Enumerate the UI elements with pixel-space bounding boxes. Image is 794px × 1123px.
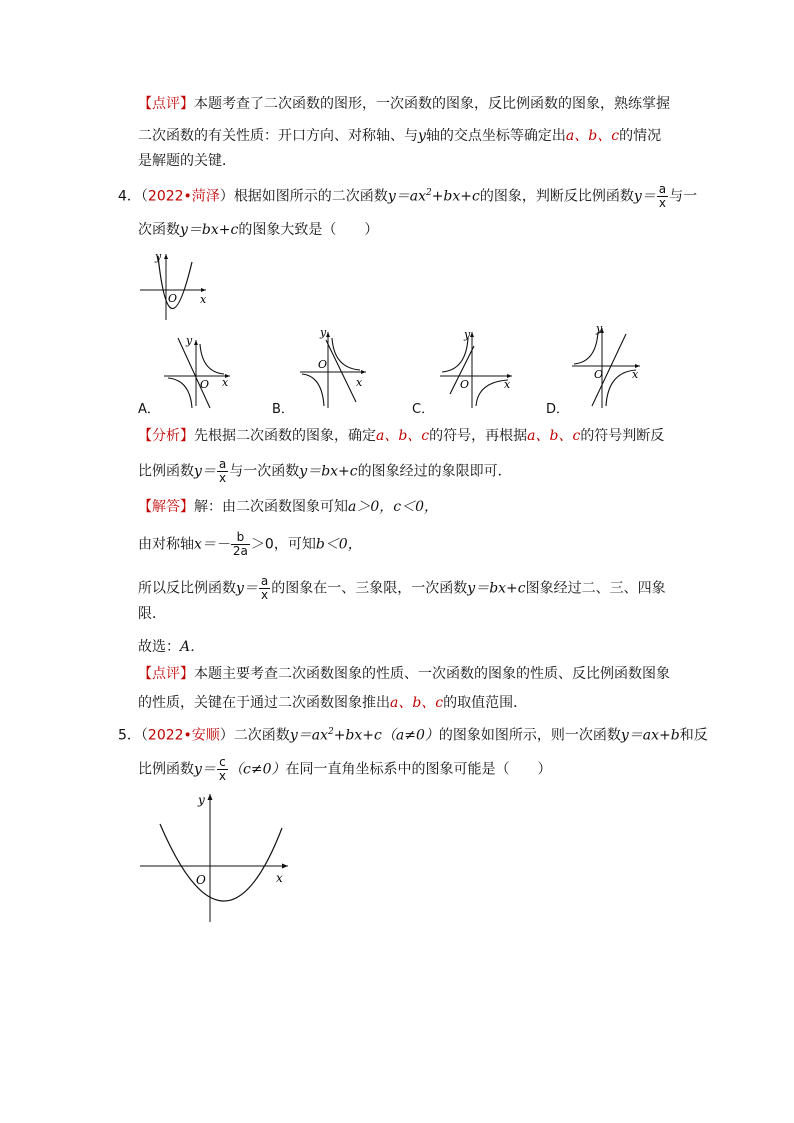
- comment2-line-2: 的性质，关键在于通过二次函数图象推出a、b、c的取值范围．: [138, 695, 528, 711]
- analysis-tag: 【分析】: [138, 428, 194, 444]
- svg-text:y: y: [464, 328, 471, 341]
- solution-line-4: 限．: [138, 606, 166, 622]
- comment-line-1: 【点评】本题考查了二次函数的图形，一次函数的图象，反比例函数的图象，熟练掌握: [138, 96, 670, 112]
- svg-text:O: O: [460, 378, 470, 391]
- option-b-graph: [296, 324, 370, 410]
- question-5-line-2: 比例函数y＝ $\frac{c}{x}$ （c≠0）在同一直角坐标系中的图象可能是（ ）: [138, 755, 552, 783]
- svg-text:O: O: [200, 378, 210, 391]
- comment-line-2: 二次函数的有关性质：开口方向、对称轴、与y轴的交点坐标等确定出a、b、c的情况: [138, 128, 662, 144]
- fraction-a-over-x: $\frac{a}{x}$: [658, 182, 667, 211]
- axis-y-label: y: [155, 250, 162, 263]
- analysis-line-2: 比例函数y＝ $\frac{a}{x}$ 与一次函数y＝bx+c的图象经过的象限即可．: [138, 457, 512, 485]
- origin-label: O: [168, 292, 178, 305]
- option-a-graph: [160, 334, 234, 410]
- comment-line-3: 是解题的关键．: [138, 153, 236, 169]
- comment2-tag: 【点评】: [138, 666, 194, 682]
- svg-text:x: x: [632, 368, 639, 381]
- axis-x-label: x: [276, 871, 283, 885]
- svg-text:x: x: [504, 378, 511, 391]
- solution-line-1: 【解答】解：由二次函数图象可知a＞0，c＜0，: [138, 499, 439, 515]
- option-d-label[interactable]: D．: [546, 402, 570, 417]
- solution-line-2: 由对称轴x＝－ $\frac{b}{2a}$ ＞0，可知b＜0，: [138, 530, 362, 558]
- svg-text:y: y: [320, 326, 327, 339]
- question-source: 2022•菏泽: [147, 188, 220, 205]
- option-b-label[interactable]: B．: [272, 402, 294, 417]
- analysis-line-1: 【分析】先根据二次函数的图象，确定a、b、c的符号，再根据a、b、c的符号判断反: [138, 428, 665, 444]
- question-4-line-1: 4．（2022•菏泽）根据如图所示的二次函数$y=ax^2+bx+c$的图象，判断反比例函数y＝ $\frac{a}{x}$ 与一: [118, 182, 698, 211]
- solution-tag: 【解答】: [138, 499, 194, 515]
- option-d-graph: [570, 322, 646, 410]
- solution-line-5: 故选：A．: [138, 639, 205, 655]
- svg-text:x: x: [356, 376, 363, 389]
- option-c-graph: [438, 326, 518, 410]
- axis-x-label: x: [200, 293, 207, 306]
- q5-parabola-graph: [138, 788, 294, 924]
- svg-text:x: x: [222, 376, 229, 389]
- option-c-label[interactable]: C．: [412, 402, 435, 417]
- question-5-line-1: 5．（2022•安顺）二次函数$y=ax^2+bx+c(a\ne 0)$的图象如图所示，则一次函数y＝ax+b和反: [118, 727, 708, 744]
- question-number: 4．: [118, 188, 141, 205]
- origin-label: O: [196, 873, 206, 887]
- fraction-c-over-x: $\frac{c}{x}$: [218, 755, 227, 783]
- svg-text:O: O: [318, 358, 328, 371]
- comment2-line-1: 【点评】本题主要考查二次函数图象的性质、一次函数的图象的性质、反比例函数图象: [138, 666, 670, 682]
- svg-text:y: y: [186, 334, 193, 347]
- question-number: 5．: [118, 727, 141, 744]
- option-a-label[interactable]: A．: [138, 402, 160, 417]
- svg-text:y: y: [596, 322, 603, 335]
- question-4-line-2: 次函数y＝bx+c的图象大致是（ ）: [138, 222, 379, 238]
- solution-line-3: 所以反比例函数y＝ $\frac{a}{x}$ 的图象在一、三象限，一次函数y＝bx+c图象经过二、三、四象: [138, 574, 666, 602]
- question-source: 2022•安顺: [147, 727, 220, 744]
- q4-parabola-graph: [138, 248, 218, 322]
- axis-y-label: y: [198, 793, 205, 807]
- comment-tag: 【点评】: [138, 96, 194, 112]
- svg-text:O: O: [594, 368, 604, 381]
